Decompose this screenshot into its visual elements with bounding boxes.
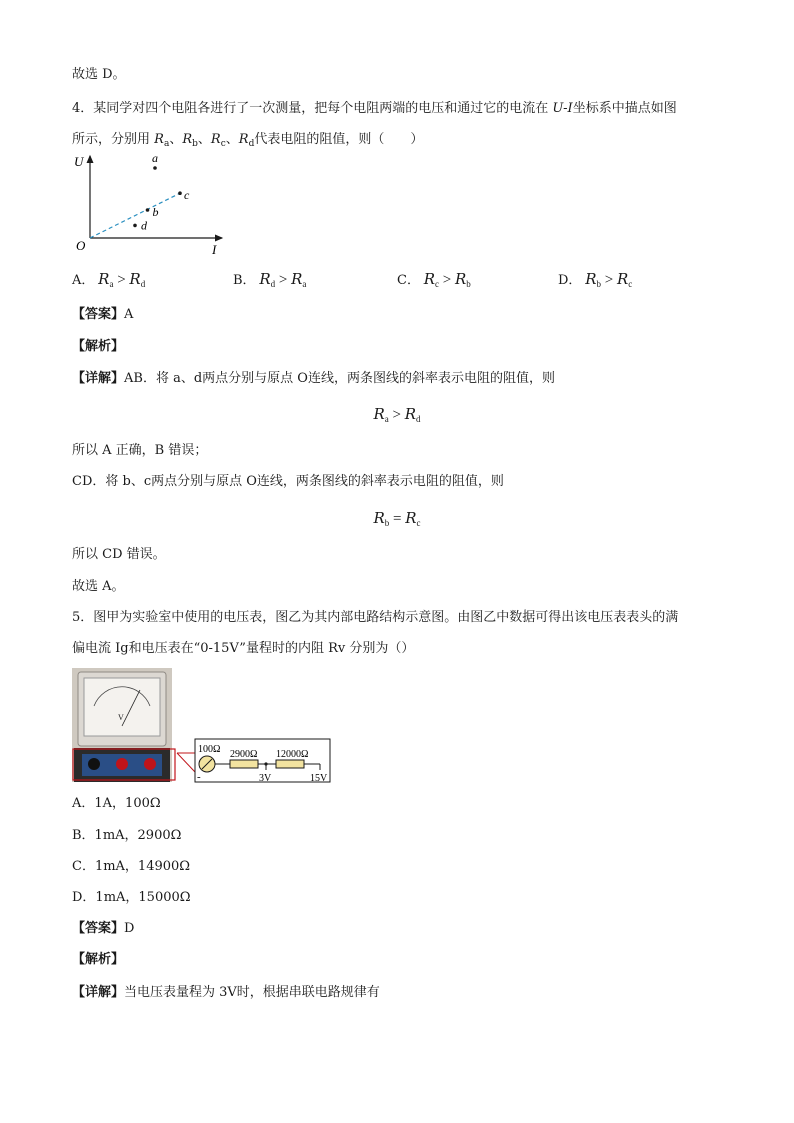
text-so-a: 所以 A 正确，B 错误；: [72, 443, 208, 458]
label-3v: 3V: [259, 773, 272, 784]
answer-5: 【答案】D: [72, 921, 135, 936]
question-5-line-1: 5．图甲为实验室中使用的电压表，图乙为其内部电路结构示意图。由图乙中数据可得出该电压表表头的满: [72, 610, 679, 625]
question-4-line-2: 所示，分别用 $R_a$、$R_b$、$R_c$、$R_d$代表电阻的阻值，则（ ）: [72, 132, 424, 149]
circuit-diagram: [170, 738, 332, 784]
x-axis-label: I: [212, 242, 217, 257]
graph-points: [133, 151, 190, 232]
label-minus: -: [197, 771, 201, 783]
text-choose-a: 故选 A。: [72, 579, 125, 594]
q5-option-d: D．1mA，15000Ω: [72, 890, 191, 905]
meter-face-letter: V: [118, 713, 124, 722]
formula-ra-gt-rd: $R_a > R_d$: [373, 405, 421, 424]
question-4-line-1: 4．某同学对四个电阻各进行了一次测量，把每个电阻两端的电压和通过它的电流在 U-I坐标系中描点如图: [72, 101, 677, 116]
q5-option-c: C．1mA，14900Ω: [72, 859, 191, 874]
answer-4: 【答案】A: [72, 307, 134, 322]
option-d: D． $R_b > R_c$: [558, 270, 633, 289]
graph-point-a: [153, 166, 157, 170]
graph-point-c: [178, 191, 182, 195]
dashed-line-oc: [90, 193, 180, 238]
y-axis-label: U: [74, 154, 84, 169]
detail-5: 【详解】当电压表量程为 3V时，根据串联电路规律有: [72, 985, 380, 1000]
option-a: A． $R_a > R_d$: [72, 270, 146, 289]
analysis-4-heading: 【解析】: [72, 339, 125, 354]
detail-4-ab: 【详解】AB．将 a、d两点分别与原点 O连线，两条图线的斜率表示电阻的阻值，则: [72, 371, 555, 386]
graph-point-label-d: d: [141, 218, 147, 233]
graph-point-label-b: b: [152, 205, 159, 219]
q5-option-a: A．1A，100Ω: [72, 796, 161, 811]
formula-rb-eq-rc: $R_b = R_c$: [373, 509, 421, 528]
resistor-12000: [276, 760, 304, 768]
option-b: B． $R_d > R_a$: [233, 270, 307, 289]
option-c: C． $R_c > R_b$: [397, 270, 471, 289]
photo-highlight-box: [72, 748, 177, 782]
u-i-graph: [70, 150, 240, 262]
detail-4-cd: CD．将 b、c两点分别与原点 O连线，两条图线的斜率表示电阻的阻值，则: [72, 474, 504, 489]
graph-point-b: [146, 208, 150, 212]
graph-point-label-c: c: [184, 188, 190, 203]
text-line: 故选 D。: [72, 67, 126, 82]
question-5-line-2: 偏电流 Ig和电压表在“0-15V”量程时的内阻 Rv 分别为（）: [72, 641, 415, 656]
origin-label: O: [76, 238, 86, 253]
label-100-ohm: 100Ω: [198, 744, 221, 755]
label-2900-ohm: 2900Ω: [230, 749, 258, 760]
text-so-cd: 所以 CD 错误。: [72, 547, 166, 562]
label-15v: 15V: [310, 773, 328, 784]
label-12000-ohm: 12000Ω: [276, 749, 309, 760]
graph-point-label-a: a: [152, 151, 158, 165]
analysis-5-heading: 【解析】: [72, 952, 125, 967]
q5-option-b: B．1mA，2900Ω: [72, 828, 182, 843]
resistor-2900: [230, 760, 258, 768]
graph-point-d: [133, 224, 137, 228]
